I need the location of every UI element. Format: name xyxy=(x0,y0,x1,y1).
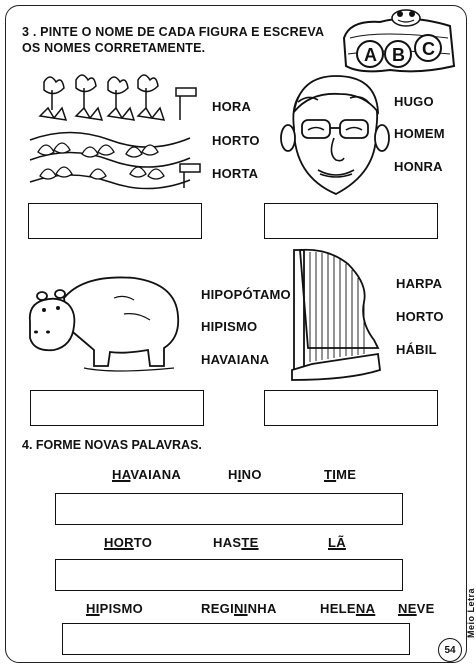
syllable-word-helena: HELENA xyxy=(320,601,376,616)
side-brand-text: Meio Letra xyxy=(466,588,476,639)
garden-illustration xyxy=(30,70,200,195)
new-word-box-1[interactable] xyxy=(55,493,403,525)
word-honra: HONRA xyxy=(394,159,443,174)
answer-box-garden[interactable] xyxy=(28,203,202,239)
word-hipismo: HIPISMO xyxy=(201,319,258,334)
syllable-word-hino: HINO xyxy=(228,467,262,482)
word-havaiana: HAVAIANA xyxy=(201,352,270,367)
syllable-word-havaiana: HAVAIANA xyxy=(112,467,182,482)
exercise-3-title xyxy=(22,24,324,56)
word-harpa: HARPA xyxy=(396,276,443,291)
syllable-word-la: LÃ xyxy=(328,535,346,550)
word-habil: HÁBIL xyxy=(396,342,437,357)
syllable-word-regininha: REGININHA xyxy=(201,601,277,616)
abc-frog-logo xyxy=(340,8,460,78)
hippo-illustration xyxy=(24,268,184,378)
answer-box-harp[interactable] xyxy=(264,390,438,426)
word-hugo: HUGO xyxy=(394,94,434,109)
word-hora: HORA xyxy=(212,99,252,114)
harp-illustration xyxy=(288,244,388,384)
word-horto-2: HORTO xyxy=(396,309,444,324)
answer-box-man[interactable] xyxy=(264,203,438,239)
logo-letter-b: B xyxy=(392,45,406,65)
new-word-box-2[interactable] xyxy=(55,559,403,591)
word-hipopotamo: HIPOPÓTAMO xyxy=(201,287,291,302)
title-line-1: 3 . PINTE O NOME DE CADA FIGURA E ESCREVA xyxy=(22,25,325,39)
title-line-2: OS NOMES CORRETAMENTE. xyxy=(22,41,206,55)
syllable-word-hipismo: HIPISMO xyxy=(86,601,144,616)
word-horto: HORTO xyxy=(212,133,260,148)
word-horta: HORTA xyxy=(212,166,259,181)
new-word-box-3[interactable] xyxy=(62,623,410,655)
word-homem: HOMEM xyxy=(394,126,445,141)
logo-letter-a: A xyxy=(364,45,378,65)
page-number: 54 xyxy=(438,638,462,662)
syllable-word-time: TIME xyxy=(324,467,357,482)
exercise-4-title: 4. FORME NOVAS PALAVRAS. xyxy=(22,438,202,452)
logo-letter-c: C xyxy=(422,39,436,59)
answer-box-hippo[interactable] xyxy=(30,390,204,426)
syllable-word-horto: HORTO xyxy=(104,535,153,550)
syllable-word-haste: HASTE xyxy=(213,535,259,550)
syllable-word-neve: NEVE xyxy=(398,601,435,616)
man-face-illustration xyxy=(280,72,390,200)
